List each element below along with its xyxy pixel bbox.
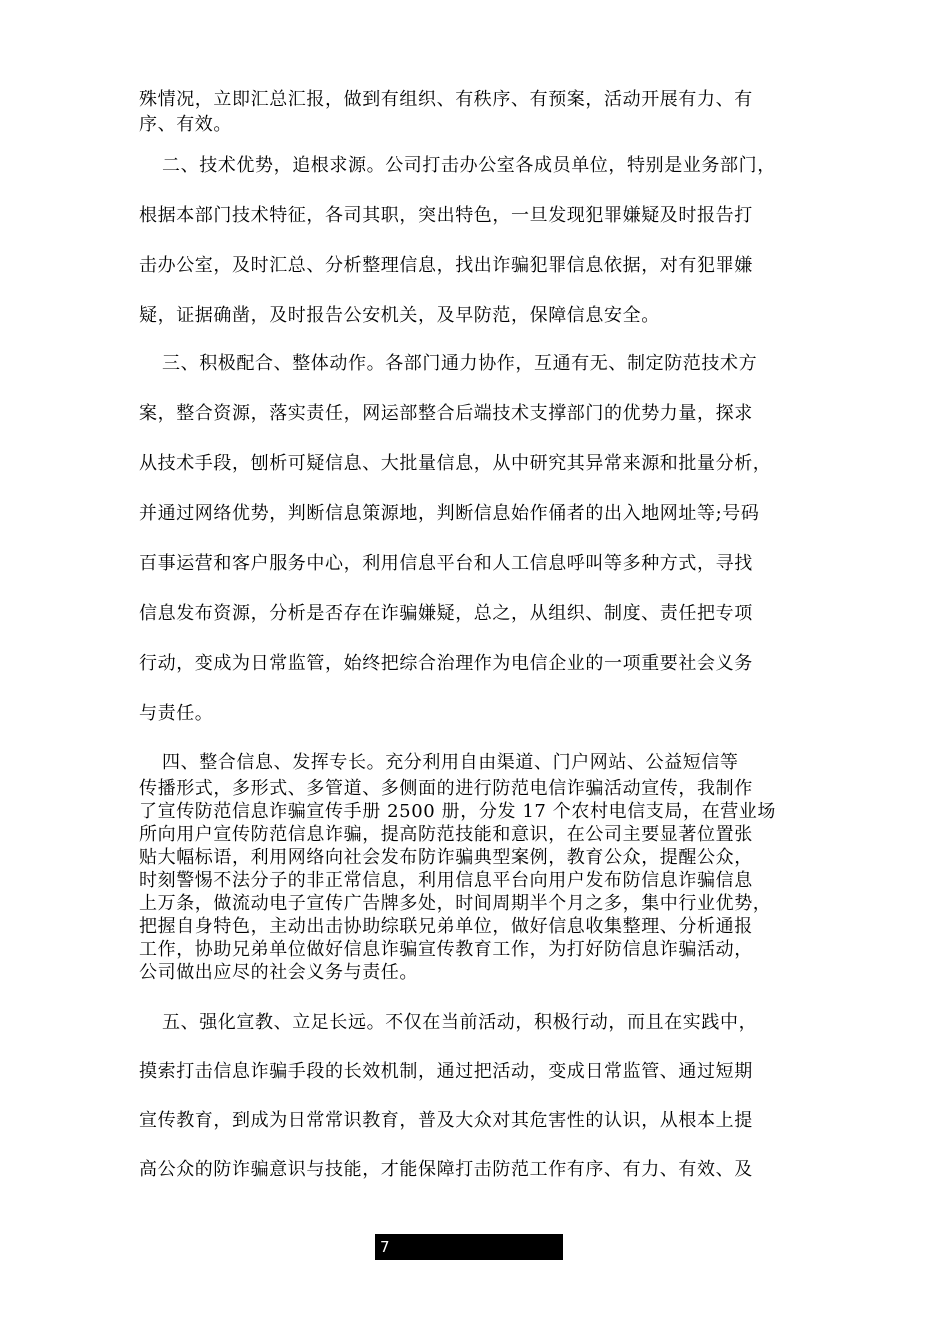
paragraph-3-line-8: 与责任。	[139, 703, 214, 724]
paragraph-5-line-4: 高公众的防诈骗意识与技能，才能保障打击防范工作有序、有力、有效、及	[139, 1159, 753, 1180]
paragraph-3-line-4: 并通过网络优势，判断信息策源地，判断信息始作俑者的出入地网址等;号码	[139, 503, 760, 524]
paragraph-4-line-9: 工作，协助兄弟单位做好信息诈骗宣传教育工作，为打好防信息诈骗活动，	[139, 939, 753, 960]
paragraph-4-line-4: 所向用户宣传防范信息诈骗，提高防范技能和意识，在公司主要显著位置张	[139, 824, 753, 845]
paragraph-2-line-1: 二、技术优势，追根求源。公司打击办公室各成员单位，特别是业务部门，	[162, 155, 776, 176]
page-number: 7	[380, 1238, 390, 1256]
paragraph-3-line-6: 信息发布资源，分析是否存在诈骗嫌疑，总之，从组织、制度、责任把专项	[139, 603, 753, 624]
paragraph-3-line-5: 百事运营和客户服务中心，利用信息平台和人工信息呼叫等多种方式，寻找	[139, 553, 753, 574]
page-number-bar	[375, 1234, 563, 1260]
paragraph-2-line-2: 根据本部门技术特征，各司其职，突出特色，一旦发现犯罪嫌疑及时报告打	[139, 205, 753, 226]
paragraph-3-line-2: 案，整合资源，落实责任，网运部整合后端技术支撑部门的优势力量，探求	[139, 403, 753, 424]
paragraph-5-line-1: 五、强化宣教、立足长远。不仅在当前活动，积极行动，而且在实践中，	[162, 1012, 758, 1033]
paragraph-4-line-3: 了宣传防范信息诈骗宣传手册 2500 册，分发 17 个农村电信支局，在营业场	[139, 801, 776, 822]
paragraph-1-line-2: 序、有效。	[139, 114, 232, 135]
paragraph-3-line-7: 行动，变成为日常监管，始终把综合治理作为电信企业的一项重要社会义务	[139, 653, 753, 674]
paragraph-5-line-3: 宣传教育，到成为日常常识教育，普及大众对其危害性的认识，从根本上提	[139, 1110, 753, 1131]
paragraph-3-line-1: 三、积极配合、整体动作。各部门通力协作，互通有无、制定防范技术方	[162, 353, 758, 374]
paragraph-1-line-1: 殊情况，立即汇总汇报，做到有组织、有秩序、有预案，活动开展有力、有	[139, 89, 753, 110]
paragraph-4-line-7: 上万条，做流动电子宣传广告牌多处，时间周期半个月之多，集中行业优势，	[139, 893, 772, 914]
paragraph-4-line-1: 四、整合信息、发挥专长。充分利用自由渠道、门户网站、公益短信等	[162, 752, 739, 773]
paragraph-5-line-2: 摸索打击信息诈骗手段的长效机制，通过把活动，变成日常监管、通过短期	[139, 1061, 753, 1082]
paragraph-4-line-5: 贴大幅标语，利用网络向社会发布防诈骗典型案例，教育公众，提醒公众，	[139, 847, 753, 868]
paragraph-2-line-3: 击办公室，及时汇总、分析整理信息，找出诈骗犯罪信息依据，对有犯罪嫌	[139, 255, 753, 276]
paragraph-4-line-2: 传播形式，多形式、多管道、多侧面的进行防范电信诈骗活动宣传，我制作	[139, 778, 753, 799]
paragraph-4-line-10: 公司做出应尽的社会义务与责任。	[139, 962, 418, 983]
paragraph-4-line-6: 时刻警惕不法分子的非正常信息，利用信息平台向用户发布防信息诈骗信息	[139, 870, 753, 891]
paragraph-2-line-4: 疑，证据确凿，及时报告公安机关，及早防范，保障信息安全。	[139, 305, 660, 326]
paragraph-4-line-8: 把握自身特色，主动出击协助综联兄弟单位，做好信息收集整理、分析通报	[139, 916, 753, 937]
paragraph-3-line-3: 从技术手段，刨析可疑信息、大批量信息，从中研究其异常来源和批量分析，	[139, 453, 772, 474]
